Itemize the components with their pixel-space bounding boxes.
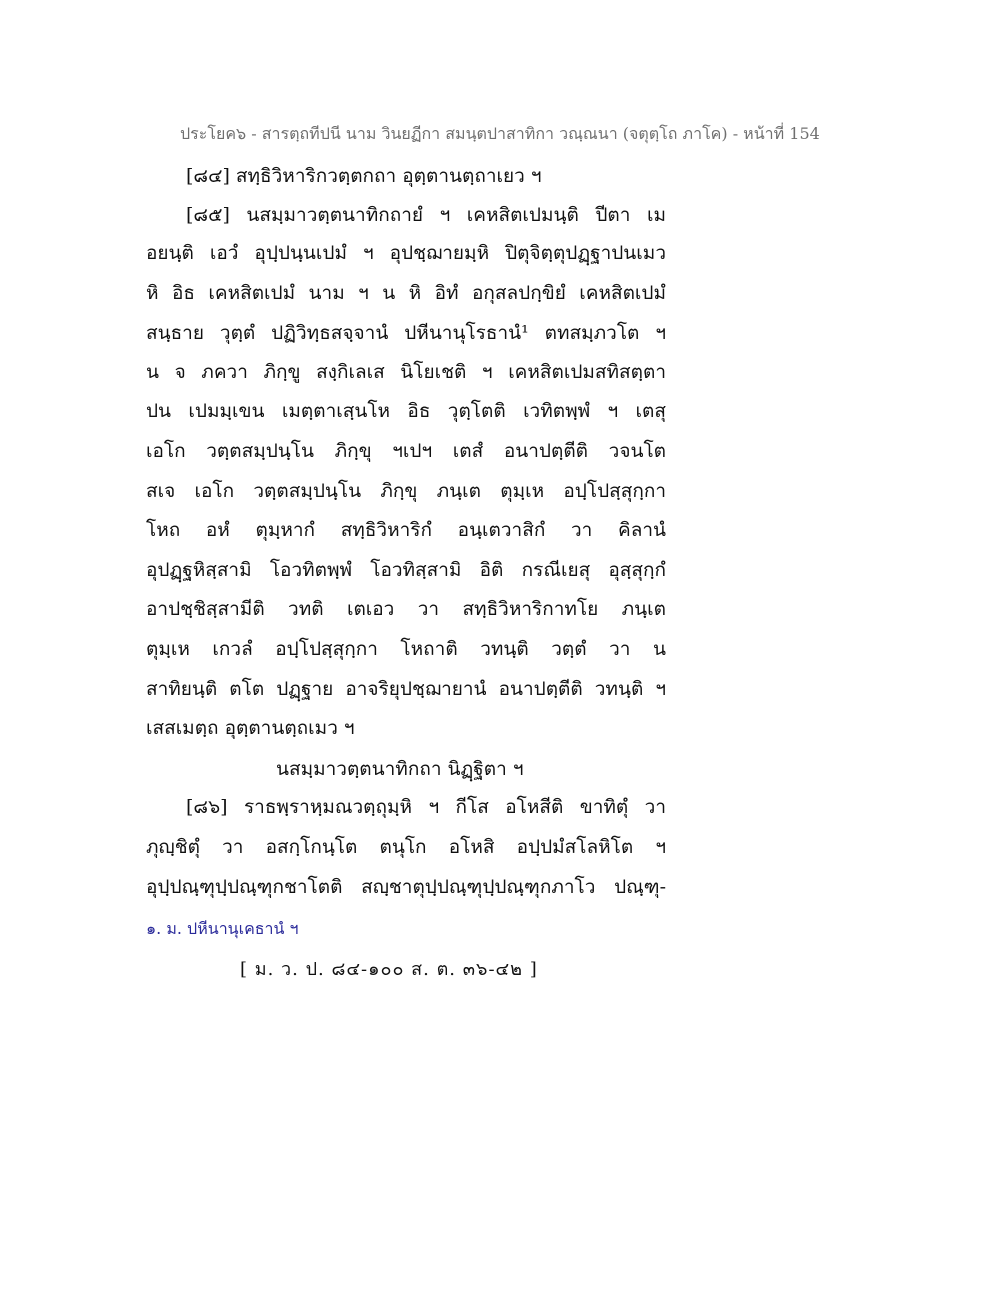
footnote: ๑. ม. ปหีนานุเคธานํ ฯ xyxy=(146,919,299,938)
paragraph-85-line: สนฺธาย วุตฺตํ ปฏิวิทฺธสจฺจานํ ปหีนานุโรธานํ¹ ตทสมฺภวโต ฯ xyxy=(146,322,666,344)
paragraph-85-line: อุปฏฺฐหิสฺสามิ โอวทิตพฺพํ โอวทิสฺสามิ อิติ กรณีเยสุ อุสฺสุกฺกํ xyxy=(146,559,666,581)
section-end-title: นสมฺมาวตฺตนาทิกถา นิฏฺฐิตา ฯ xyxy=(276,758,524,780)
paragraph-85-line: อาปชฺชิสฺสามีติ วทติ เตเอว วา สทฺธิวิหาริกาทโย ภนฺเต xyxy=(146,598,666,620)
paragraph-85-line: สาทิยนฺติ ตโต ปฏฺฐาย อาจริยุปชฺฌายานํ อนาปตฺตีติ วทนฺติ ฯ xyxy=(146,678,666,700)
paragraph-85-line: เสสเมตฺถ อุตฺตานตฺถเมว ฯ xyxy=(146,717,355,739)
paragraph-85-line: โหถ อหํ ตุมฺหากํ สทฺธิวิหาริกํ อนฺเตวาสิกํ วา คิลานํ xyxy=(146,519,666,541)
paragraph-85-line: น จ ภควา ภิกฺขู สงฺกิเลเส นิโยเชติ ฯ เคหสิตเปมสทิสตฺตา xyxy=(146,361,666,383)
paragraph-85-line: เอโก วตฺตสมฺปนฺโน ภิกฺขุ ฯเปฯ เตสํ อนาปตฺตีติ วจนโต xyxy=(146,440,666,462)
paragraph-85-line: อยนฺติ เอวํ อุปฺปนฺนเปมํ ฯ อุปชฺฌายมฺหิ ปิตุจิตฺตุปฏฺฐาปนเมว xyxy=(146,242,666,264)
paragraph-86-line: ภุญฺชิตุํ วา อสกฺโกนฺโต ตนุโก อโหสิ อปฺปมํสโลหิโต ฯ xyxy=(146,836,666,858)
paragraph-85-line: หิ อิธ เคหสิตเปมํ นาม ฯ น หิ อิทํ อกุสลปกฺขิยํ เคหสิตเปมํ xyxy=(146,282,666,304)
paragraph-85-line: [๘๕] นสมฺมาวตฺตนาทิกถายํ ฯ เคหสิตเปมนฺติ ปีตา เม xyxy=(186,204,666,226)
paragraph-86-line: [๘๖] ราธพฺราหฺมณวตฺถุมฺหิ ฯ กีโส อโหสีติ ขาทิตุํ วา xyxy=(186,796,666,818)
paragraph-86-line: อุปฺปณฺฑุปฺปณฺฑุกชาโตติ สญฺชาตุปฺปณฺฑุปฺปณฺฑุกภาโว ปณฺฑุ- xyxy=(146,876,666,898)
paragraph-85-line: ปน เปมมฺเขน เมตฺตาเสฺนโห อิธ วุตฺโตติ เวทิตพฺพํ ฯ เตสุ xyxy=(146,400,666,422)
paragraph-85-line: สเจ เอโก วตฺตสมฺปนฺโน ภิกฺขุ ภนฺเต ตุมฺเห อปฺโปสฺสุกฺกา xyxy=(146,480,666,502)
running-header: ประโยค๖ - สารตฺถทีปนี นาม วินยฏีกา สมนฺตปาสาทิกา วณฺณนา (จตุตฺโถ ภาโค) - หน้าที่ 154 xyxy=(180,124,820,143)
paragraph-85-line: ตุมฺเห เกวลํ อปฺโปสฺสุกฺกา โหถาติ วทนฺติ วตฺตํ วา น xyxy=(146,638,666,660)
section-heading-84: [๘๔] สทฺธิวิหาริกวตฺตกถา อุตฺตานตฺถาเยว ฯ xyxy=(186,165,542,187)
page-reference: [ ม. ว. ป. ๘๔-๑๐๐ ส. ต. ๓๖-๔๒ ] xyxy=(240,959,538,980)
